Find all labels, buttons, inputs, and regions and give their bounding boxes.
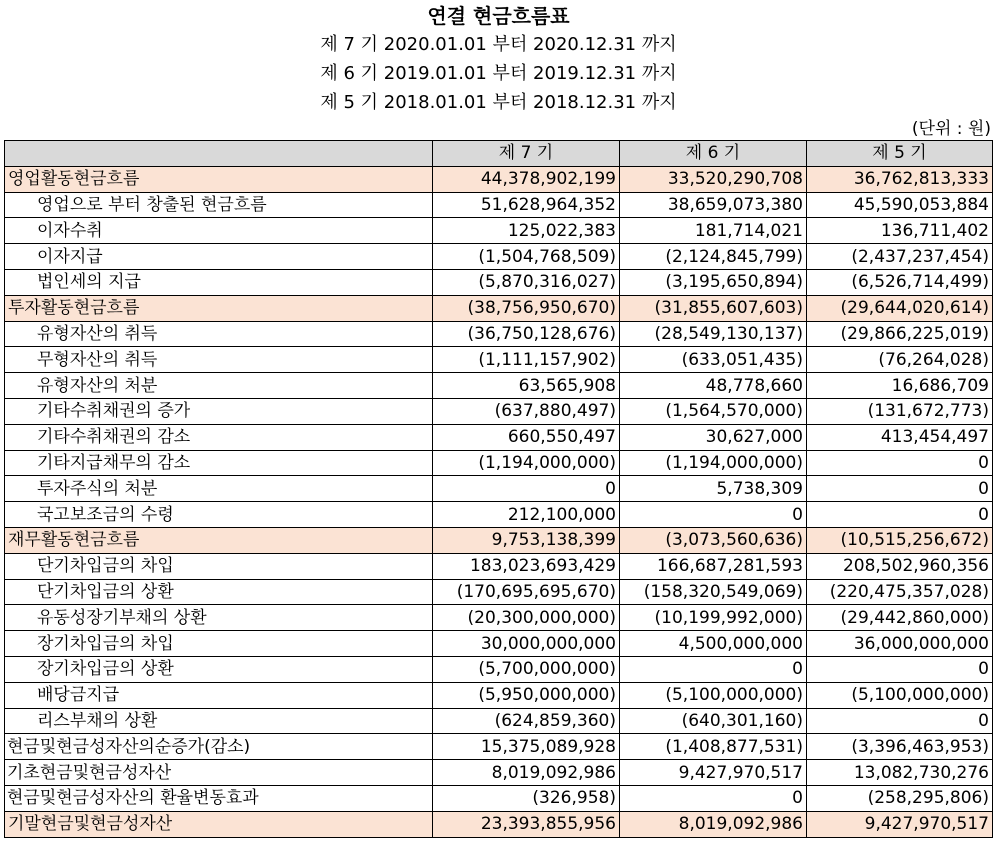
value-period-6: (2,124,845,799)	[620, 244, 807, 270]
table-body	[5, 166, 993, 837]
period-line-5: 제 5 기 2018.01.01 부터 2018.12.31 까지	[320, 92, 677, 113]
value-period-7: (5,700,000,000)	[433, 656, 620, 682]
value-period-5: (220,475,357,028)	[807, 579, 993, 605]
row-label: 장기차입금의 상환	[5, 656, 433, 682]
value-period-6: 166,687,281,593	[620, 553, 807, 579]
value-period-5: (10,515,256,672)	[807, 527, 993, 553]
value-period-6: 4,500,000,000	[620, 631, 807, 657]
row-label: 이자지급	[5, 244, 433, 270]
statement-header	[0, 0, 997, 117]
value-period-5: 13,082,730,276	[807, 760, 993, 786]
value-period-5: 0	[807, 476, 993, 502]
value-period-6: (1,408,877,531)	[620, 734, 807, 760]
table-row	[5, 244, 993, 270]
table-row	[5, 656, 993, 682]
value-period-6: 0	[620, 502, 807, 528]
value-period-5: (6,526,714,499)	[807, 269, 993, 295]
value-period-7: 125,022,383	[433, 218, 620, 244]
table-row	[5, 553, 993, 579]
row-label: 투자주식의 처분	[5, 476, 433, 502]
row-label: 단기차입금의 상환	[5, 579, 433, 605]
value-period-7: (170,695,695,670)	[433, 579, 620, 605]
value-period-7: (624,859,360)	[433, 708, 620, 734]
value-period-5: 136,711,402	[807, 218, 993, 244]
value-period-5: (131,672,773)	[807, 398, 993, 424]
value-period-7: (1,194,000,000)	[433, 450, 620, 476]
value-period-7: 8,019,092,986	[433, 760, 620, 786]
value-period-5: (2,437,237,454)	[807, 244, 993, 270]
row-label: 현금및현금성자산의순증가(감소)	[5, 734, 433, 760]
row-label: 리스부채의 상환	[5, 708, 433, 734]
value-period-5: 36,762,813,333	[807, 166, 993, 192]
row-label: 국고보조금의 수령	[5, 502, 433, 528]
statement-title: 연결 현금흐름표	[427, 4, 570, 28]
value-period-7: (5,950,000,000)	[433, 682, 620, 708]
row-label: 유동성장기부채의 상환	[5, 605, 433, 631]
value-period-6: 8,019,092,986	[620, 811, 807, 837]
row-label: 투자활동현금흐름	[5, 295, 433, 321]
row-label: 기타지급채무의 감소	[5, 450, 433, 476]
table-row	[5, 708, 993, 734]
section-row	[5, 811, 993, 837]
value-period-7: 660,550,497	[433, 424, 620, 450]
row-label: 재무활동현금흐름	[5, 527, 433, 553]
value-period-6: (5,100,000,000)	[620, 682, 807, 708]
value-period-7: (637,880,497)	[433, 398, 620, 424]
value-period-6: 30,627,000	[620, 424, 807, 450]
table-row	[5, 502, 993, 528]
value-period-5: (29,866,225,019)	[807, 321, 993, 347]
value-period-6: (1,194,000,000)	[620, 450, 807, 476]
period-line-7: 제 7 기 2020.01.01 부터 2020.12.31 까지	[320, 34, 677, 55]
row-label: 기초현금및현금성자산	[5, 760, 433, 786]
table-row	[5, 218, 993, 244]
value-period-5: (3,396,463,953)	[807, 734, 993, 760]
value-period-7: 44,378,902,199	[433, 166, 620, 192]
total-row	[5, 734, 993, 760]
header-cell-label	[5, 141, 433, 167]
table-row	[5, 398, 993, 424]
row-label: 단기차입금의 차입	[5, 553, 433, 579]
value-period-6: 0	[620, 656, 807, 682]
value-period-6: (640,301,160)	[620, 708, 807, 734]
value-period-7: 15,375,089,928	[433, 734, 620, 760]
value-period-5: 0	[807, 656, 993, 682]
row-label: 기말현금및현금성자산	[5, 811, 433, 837]
row-label: 기타수취채권의 증가	[5, 398, 433, 424]
value-period-6: (3,073,560,636)	[620, 527, 807, 553]
row-label: 법인세의 지급	[5, 269, 433, 295]
value-period-5: (29,442,860,000)	[807, 605, 993, 631]
unit-label: (단위 : 원)	[911, 119, 991, 139]
header-cell-period-5: 제 5 기	[807, 141, 993, 167]
value-period-7: (1,111,157,902)	[433, 347, 620, 373]
row-label: 기타수취채권의 감소	[5, 424, 433, 450]
value-period-7: 51,628,964,352	[433, 192, 620, 218]
section-row	[5, 527, 993, 553]
period-line-6: 제 6 기 2019.01.01 부터 2019.12.31 까지	[320, 63, 677, 84]
value-period-6: (3,195,650,894)	[620, 269, 807, 295]
value-period-7: (36,750,128,676)	[433, 321, 620, 347]
value-period-5: (5,100,000,000)	[807, 682, 993, 708]
table-row	[5, 579, 993, 605]
table-row	[5, 605, 993, 631]
row-label: 배당금지급	[5, 682, 433, 708]
row-label: 현금및현금성자산의 환율변동효과	[5, 785, 433, 811]
row-label: 무형자산의 취득	[5, 347, 433, 373]
value-period-7: (5,870,316,027)	[433, 269, 620, 295]
table-row	[5, 269, 993, 295]
row-label: 영업으로 부터 창출된 현금흐름	[5, 192, 433, 218]
value-period-6: 5,738,309	[620, 476, 807, 502]
section-row	[5, 295, 993, 321]
value-period-5: 9,427,970,517	[807, 811, 993, 837]
value-period-5: 36,000,000,000	[807, 631, 993, 657]
value-period-6: 181,714,021	[620, 218, 807, 244]
value-period-5: 0	[807, 450, 993, 476]
value-period-5: 16,686,709	[807, 373, 993, 399]
value-period-7: (326,958)	[433, 785, 620, 811]
table-row	[5, 373, 993, 399]
table-row	[5, 424, 993, 450]
value-period-7: 0	[433, 476, 620, 502]
value-period-7: 23,393,855,956	[433, 811, 620, 837]
value-period-5: (258,295,806)	[807, 785, 993, 811]
table-row	[5, 347, 993, 373]
row-label: 이자수취	[5, 218, 433, 244]
value-period-6: (31,855,607,603)	[620, 295, 807, 321]
value-period-6: (28,549,130,137)	[620, 321, 807, 347]
value-period-5: 413,454,497	[807, 424, 993, 450]
table-row	[5, 450, 993, 476]
value-period-7: 63,565,908	[433, 373, 620, 399]
row-label: 유형자산의 처분	[5, 373, 433, 399]
value-period-5: 0	[807, 502, 993, 528]
value-period-5: 0	[807, 708, 993, 734]
table-row	[5, 192, 993, 218]
value-period-7: 30,000,000,000	[433, 631, 620, 657]
value-period-6: (633,051,435)	[620, 347, 807, 373]
value-period-6: 38,659,073,380	[620, 192, 807, 218]
row-label: 유형자산의 취득	[5, 321, 433, 347]
value-period-5: (29,644,020,614)	[807, 295, 993, 321]
value-period-7: (1,504,768,509)	[433, 244, 620, 270]
value-period-7: 212,100,000	[433, 502, 620, 528]
value-period-5: (76,264,028)	[807, 347, 993, 373]
header-cell-period-7: 제 7 기	[433, 141, 620, 167]
value-period-7: (20,300,000,000)	[433, 605, 620, 631]
value-period-6: (1,564,570,000)	[620, 398, 807, 424]
total-row	[5, 785, 993, 811]
value-period-7: (38,756,950,670)	[433, 295, 620, 321]
value-period-6: (10,199,992,000)	[620, 605, 807, 631]
value-period-7: 9,753,138,399	[433, 527, 620, 553]
value-period-6: 0	[620, 785, 807, 811]
section-row	[5, 166, 993, 192]
table-header-row	[5, 141, 993, 167]
value-period-6: 9,427,970,517	[620, 760, 807, 786]
row-label: 장기차입금의 차입	[5, 631, 433, 657]
value-period-5: 45,590,053,884	[807, 192, 993, 218]
value-period-5: 208,502,960,356	[807, 553, 993, 579]
header-cell-period-6: 제 6 기	[620, 141, 807, 167]
table-row	[5, 631, 993, 657]
table-row	[5, 476, 993, 502]
total-row	[5, 760, 993, 786]
value-period-7: 183,023,693,429	[433, 553, 620, 579]
table-row	[5, 682, 993, 708]
value-period-6: 48,778,660	[620, 373, 807, 399]
cash-flow-table	[4, 140, 993, 838]
row-label: 영업활동현금흐름	[5, 166, 433, 192]
value-period-6: (158,320,549,069)	[620, 579, 807, 605]
value-period-6: 33,520,290,708	[620, 166, 807, 192]
table-row	[5, 321, 993, 347]
